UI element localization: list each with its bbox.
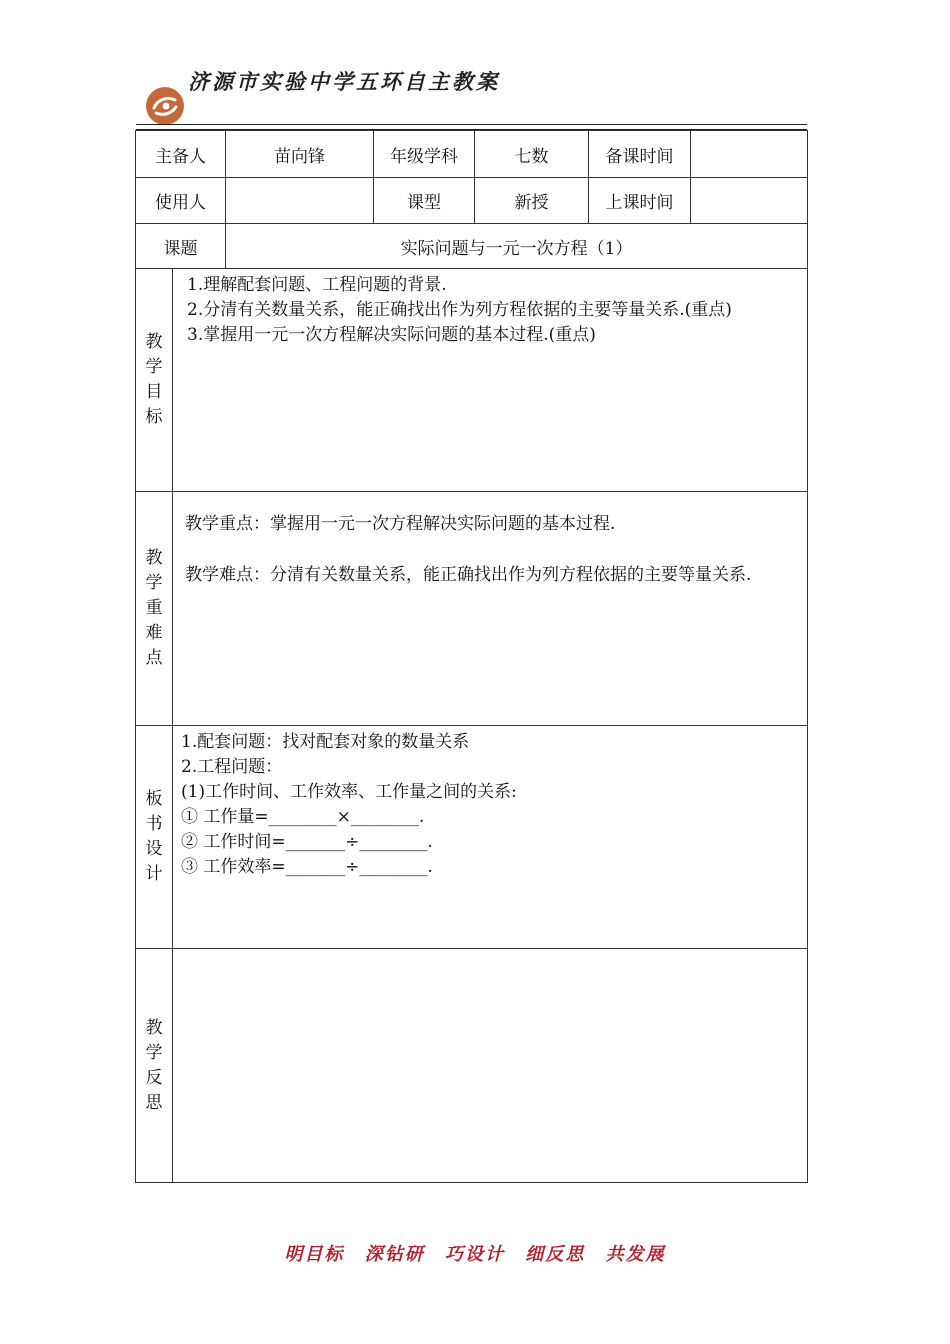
- label-char: 思: [145, 1092, 163, 1113]
- objective-item: 1.理解配套问题、工程问题的背景.: [187, 275, 447, 295]
- reflection-content: [173, 949, 808, 1183]
- school-title: 济源市实验中学五环自主教案: [188, 70, 500, 94]
- label-char: 目: [145, 382, 163, 402]
- key-points-label: [136, 492, 173, 726]
- info-row-2: [136, 178, 808, 224]
- objectives-label: [136, 269, 173, 492]
- class-time-label: 上课时间: [589, 178, 691, 224]
- label-char: 教: [145, 548, 163, 568]
- prep-time-value: [691, 131, 808, 178]
- slogan: 巧设计: [445, 1244, 505, 1265]
- type-label: 课型: [374, 178, 475, 224]
- preparer-label: 主备人: [136, 131, 226, 178]
- lesson-plan-table: [135, 130, 808, 1183]
- reflection-label: [136, 949, 173, 1183]
- slogan: 明目标: [284, 1244, 345, 1265]
- board-line: ① 工作量=________×________.: [181, 807, 425, 827]
- teaching-difficulty: 教学难点：分清有关数量关系，能正确找出作为列方程依据的主要等量关系.: [185, 565, 752, 585]
- board-row: [136, 726, 808, 949]
- board-line: 1.配套问题：找对配套对象的数量关系: [181, 732, 470, 752]
- user-value: [226, 178, 374, 224]
- slogan: 深钻研: [364, 1244, 425, 1265]
- label-char: 标: [145, 407, 163, 427]
- board-label: [136, 726, 173, 949]
- footer-slogans: [0, 1240, 950, 1266]
- label-char: 计: [145, 864, 163, 884]
- topic-value: 实际问题与一元一次方程（1）: [226, 224, 808, 269]
- objective-item: 3.掌握用一元一次方程解决实际问题的基本过程.(重点): [187, 325, 596, 345]
- user-label: 使用人: [136, 178, 226, 224]
- board-content: [173, 726, 808, 949]
- board-line: ③ 工作效率=_______÷________.: [181, 857, 433, 877]
- key-points-row: [136, 492, 808, 726]
- label-char: 难: [145, 623, 163, 643]
- spacer: [185, 537, 799, 563]
- school-emblem-icon: [145, 86, 185, 126]
- objectives-row: [136, 269, 808, 492]
- label-char: 学: [145, 357, 163, 377]
- label-char: 反: [145, 1067, 163, 1088]
- topic-row: [136, 224, 808, 269]
- objective-item: 2.分清有关数量关系，能正确找出作为列方程依据的主要等量关系.(重点): [187, 300, 732, 320]
- teaching-focus: 教学重点：掌握用一元一次方程解决实际问题的基本过程.: [185, 514, 616, 534]
- label-char: 教: [145, 332, 163, 352]
- reflection-row: [136, 949, 808, 1183]
- label-char: 点: [145, 648, 163, 668]
- grade-label: 年级学科: [374, 131, 475, 178]
- header-rule-thick: [136, 124, 807, 125]
- label-char: 学: [145, 573, 163, 593]
- slogan: 共发展: [605, 1244, 666, 1265]
- board-line: 2.工程问题：: [181, 757, 283, 777]
- prep-time-label: 备课时间: [589, 131, 691, 178]
- label-char: 书: [145, 814, 163, 834]
- objectives-content: [173, 269, 808, 492]
- board-line: (1)工作时间、工作效率、工作量之间的关系:: [181, 782, 517, 802]
- slogan: 细反思: [525, 1244, 586, 1265]
- board-line: ② 工作时间=_______÷________.: [181, 832, 433, 852]
- label-char: 设: [145, 839, 163, 859]
- key-points-content: [173, 492, 808, 726]
- topic-label: 课题: [136, 224, 226, 269]
- type-value: 新授: [475, 178, 589, 224]
- label-char: 重: [145, 598, 163, 618]
- label-char: 板: [145, 789, 163, 809]
- preparer-value: 苗向锋: [226, 131, 374, 178]
- label-char: 学: [145, 1042, 163, 1063]
- info-row-1: [136, 131, 808, 178]
- grade-value: 七数: [475, 131, 589, 178]
- label-char: 教: [145, 1017, 163, 1038]
- class-time-value: [691, 178, 808, 224]
